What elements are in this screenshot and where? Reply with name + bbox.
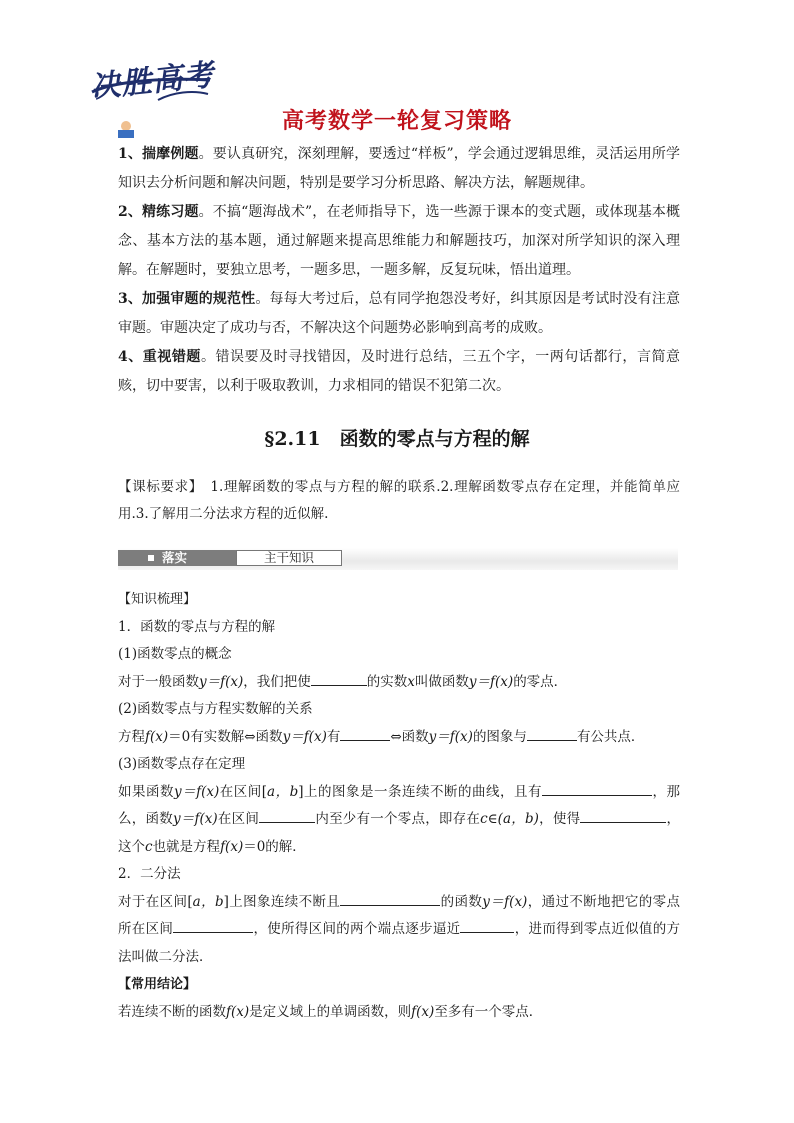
- fill-blank[interactable]: [527, 726, 577, 741]
- fill-blank[interactable]: [542, 781, 652, 796]
- strategy-item: 2、精练习题。不搞“题海战术”，在老师指导下，选一些源于课本的变式题，或体现基本概念、基本方法的基本题，通过解题来提高思维能力和解题技巧，加深对所学知识的深入理解。在解题时，要独立思考，一题多思，一题多解，反复玩味，悟出道理。: [118, 204, 680, 278]
- sub-heading: (1)函数零点的概念: [118, 646, 232, 662]
- knowledge-section: [118, 586, 680, 1026]
- section-title: §2.11 函数的零点与方程的解: [264, 428, 530, 450]
- requirement-label: 【课标要求】: [118, 479, 197, 495]
- knowledge-heading: 【知识梳理】: [118, 592, 197, 607]
- strategy-item: 1、揣摩例题。要认真研究，深刻理解，要透过“样板”，学会通过逻辑思维，灵活运用所学知识去分析问题和解决问题，特别是要学习分析思路、解决方法，解题规律。: [118, 146, 680, 191]
- strategy-item: 3、加强审题的规范性。每每大考过后，总有同学抱怨没考好，纠其原因是考试时没有注意审题。审题决定了成功与否，不解决这个问题势必影响到高考的成败。: [118, 291, 680, 336]
- common-heading: 【常用结论】: [118, 977, 197, 992]
- requirement: [118, 474, 680, 528]
- fill-blank[interactable]: [259, 808, 315, 823]
- fill-blank[interactable]: [580, 808, 666, 823]
- paragraph: 如果函数y＝f(x)在区间[a，b]上的图象是一条连续不断的曲线，且有 ，那么，函数y＝f(x)在区间 内至少有一个零点，即存在c∈(a，b)，使得 ，这个c也就是方程f(x)＝0的解．: [118, 779, 680, 862]
- square-icon: [148, 555, 154, 561]
- paragraph: 对于一般函数y＝f(x)，我们把使 的实数x叫做函数y＝f(x)的零点．: [118, 669, 680, 697]
- bar-light-tab: 主干知识: [236, 550, 342, 566]
- requirement-text: 1.理解函数的零点与方程的解的联系.2.理解函数零点存在定理，并能简单应用.3.了解用二分法求方程的近似解.: [118, 479, 680, 522]
- paragraph: 方程f(x)＝0有实数解⇔函数y＝f(x)有 ⇔函数y＝f(x)的图象与 有公共点．: [118, 724, 680, 752]
- fill-blank[interactable]: [340, 726, 390, 741]
- paragraph: 对于在区间[a，b]上图象连续不断且 的函数y＝f(x)，通过不断地把它的零点所在区间 ，使所得区间的两个端点逐步逼近 ，进而得到零点近似值的方法叫做二分法．: [118, 889, 680, 972]
- logo-text: 决胜高考: [88, 57, 216, 106]
- fill-blank[interactable]: [311, 671, 367, 686]
- banner-title: 高考数学一轮复习策略: [281, 109, 512, 134]
- strategy-item: 4、重视错题。错误要及时寻找错因，及时进行总结，三五个字，一两句话都行，言简意赅，切中要害，以利于吸取教训，力求相同的错误不犯第二次。: [118, 349, 681, 394]
- fill-blank[interactable]: [340, 891, 440, 906]
- fill-blank[interactable]: [173, 918, 253, 933]
- sub-heading: (3)函数零点存在定理: [118, 756, 246, 772]
- bar-dark-tab: 落实: [118, 550, 236, 566]
- item-heading: 1．函数的零点与方程的解: [118, 618, 276, 635]
- fill-blank[interactable]: [460, 918, 514, 933]
- section-bar: [118, 548, 678, 570]
- item-heading: 2．二分法: [118, 866, 181, 882]
- strategy-list: [118, 140, 680, 401]
- paragraph: 若连续不断的函数f(x)是定义域上的单调函数，则f(x)至多有一个零点．: [118, 1003, 543, 1020]
- sub-heading: (2)函数零点与方程实数解的关系: [118, 701, 313, 717]
